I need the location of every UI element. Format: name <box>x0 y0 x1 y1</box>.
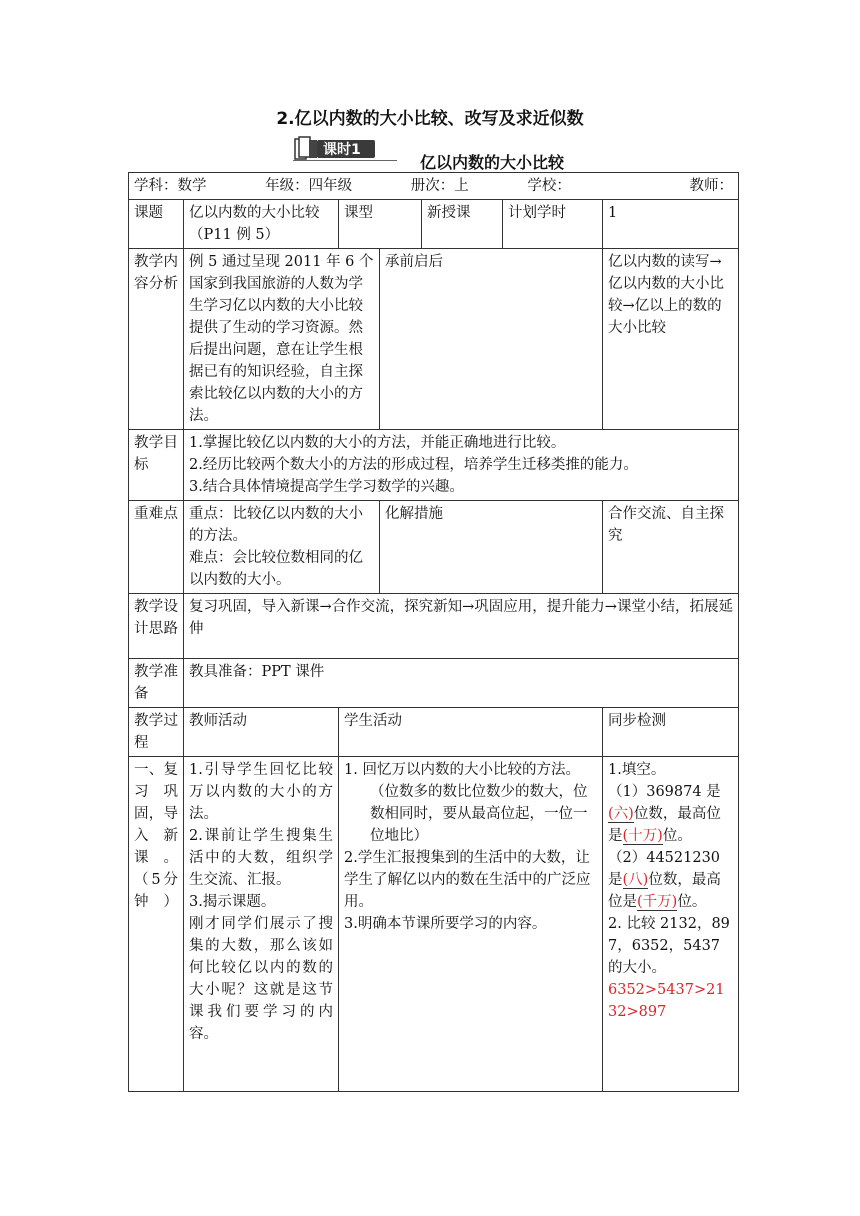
goal-item: 1.掌握比较亿以内数的大小的方法，并能正确地进行比较。 <box>189 435 566 451</box>
goal-item: 3.结合具体情境提高学生学习数学的兴趣。 <box>189 479 464 495</box>
step-label: 一、复习巩固，导入新课。（5分钟） <box>129 757 184 1092</box>
hours-label: 计划学时 <box>503 200 603 249</box>
sync-check <box>603 757 739 1092</box>
student-activity-item: （位数多的数比位数少的数大，位数相同时，要从最高位起，一位一位地比） <box>370 784 588 844</box>
check-text: 位数，最高位是 <box>608 806 721 844</box>
answer-blank: (六) <box>608 806 634 822</box>
design-row <box>129 594 739 659</box>
check-question: 1.填空。 <box>608 762 666 778</box>
answer-blank: (十万) <box>622 828 663 844</box>
measure-value: 合作交流、自主探究 <box>603 501 739 594</box>
check-question: 2. 比较 2132，897，6352，5437 的大小。 <box>608 916 730 976</box>
answer-blank: (八) <box>622 872 649 888</box>
check-text: （1）369874 是 <box>608 784 721 800</box>
prep-row <box>129 659 739 708</box>
student-activity <box>339 757 603 1092</box>
check-text: （2）44521230 是 <box>608 850 721 888</box>
check-header: 同步检测 <box>603 708 739 757</box>
volume-field: 册次：上 <box>410 178 469 194</box>
lesson-badge-text: 课时1 <box>323 142 361 158</box>
teacher-activity <box>184 757 339 1092</box>
check-answer: 6352>5437>2132>897 <box>608 982 725 1020</box>
goals-row <box>129 430 739 501</box>
goals-content <box>184 430 739 501</box>
hours-value: 1 <box>603 200 739 249</box>
measure-label: 化解措施 <box>380 501 603 594</box>
goal-item: 2.经历比较两个数大小的方法的形成过程，培养学生迁移类推的能力。 <box>189 457 638 473</box>
teacher-activity-item: 刚才同学们展示了搜集的大数，那么该如何比较亿以内的数的大小呢？这就是这节课我们要学习的内容。 <box>189 916 333 1042</box>
topic-label: 课题 <box>129 200 184 249</box>
analysis-row <box>129 249 739 430</box>
analysis-label: 教学内容分析 <box>129 249 184 430</box>
lesson-plan-table <box>128 172 739 1092</box>
lesson-badge <box>293 136 397 162</box>
process-header-row <box>129 708 739 757</box>
student-activity-item: 1. 回忆万以内数的大小比较的方法。 <box>344 762 580 778</box>
grade-field: 年级：四年级 <box>265 178 353 194</box>
design-content: 复习巩固，导入新课→合作交流，探究新知→巩固应用，提升能力→课堂小结，拓展延伸 <box>184 594 739 659</box>
link-label: 承前启后 <box>380 249 603 430</box>
keypoints-label: 重难点 <box>129 501 184 594</box>
key-point: 重点：比较亿以内数的大小的方法。 <box>189 506 363 544</box>
prep-content: 教具准备：PPT 课件 <box>184 659 739 708</box>
info-row <box>129 173 739 200</box>
teacher-activity-item: 3.揭示课题。 <box>189 894 276 910</box>
process-label: 教学过程 <box>129 708 184 757</box>
school-field: 学校： <box>527 178 571 194</box>
student-activity-header: 学生活动 <box>339 708 603 757</box>
step-row <box>129 757 739 1092</box>
check-question <box>608 847 733 913</box>
topic-value: 亿以内数的大小比较（P11 例 5） <box>184 200 339 249</box>
check-question <box>608 781 733 847</box>
answer-blank: (千万) <box>637 894 678 910</box>
analysis-content: 例 5 通过呈现 2011 年 6 个国家到我国旅游的人数为学生学习亿以内数的大小比较提供了生动的学习资源。然后提出问题，意在让学生根据已有的知识经验，自主探索比较亿以内数的大小的方法。 <box>184 249 380 430</box>
keypoints-content <box>184 501 380 594</box>
student-activity-item: 3.明确本节课所要学习的内容。 <box>344 916 547 932</box>
link-value: 亿以内数的读写→亿以内数的大小比较→亿以上的数的大小比较 <box>603 249 739 430</box>
check-text: 位。 <box>677 894 707 910</box>
topic-row <box>129 200 739 249</box>
check-text: 位。 <box>662 828 692 844</box>
teacher-activity-header: 教师活动 <box>184 708 339 757</box>
subject-field: 学科：数学 <box>134 178 207 194</box>
difficult-point: 难点：会比较位数相同的亿以内数的大小。 <box>189 550 363 588</box>
design-label: 教学设计思路 <box>129 594 184 659</box>
keypoints-row <box>129 501 739 594</box>
check-text: 位数，最高位是 <box>608 872 721 910</box>
type-label: 课型 <box>339 200 422 249</box>
teacher-activity-item: 2.课前让学生搜集生活中的大数，组织学生交流、汇报。 <box>189 828 333 888</box>
student-activity-item: 2.学生汇报搜集到的生活中的大数，让学生了解亿以内的数在生活中的广泛应用。 <box>344 850 591 910</box>
teacher-field: 教师： <box>689 178 733 194</box>
teacher-activity-item: 1.引导学生回忆比较万以内数的大小的方法。 <box>189 762 333 822</box>
lesson-subtitle: 亿以内数的大小比较 <box>420 153 565 172</box>
goals-label: 教学目标 <box>129 430 184 501</box>
document-title: 2.亿以内数的大小比较、改写及求近似数 <box>276 109 584 129</box>
prep-label: 教学准备 <box>129 659 184 708</box>
type-value: 新授课 <box>422 200 503 249</box>
